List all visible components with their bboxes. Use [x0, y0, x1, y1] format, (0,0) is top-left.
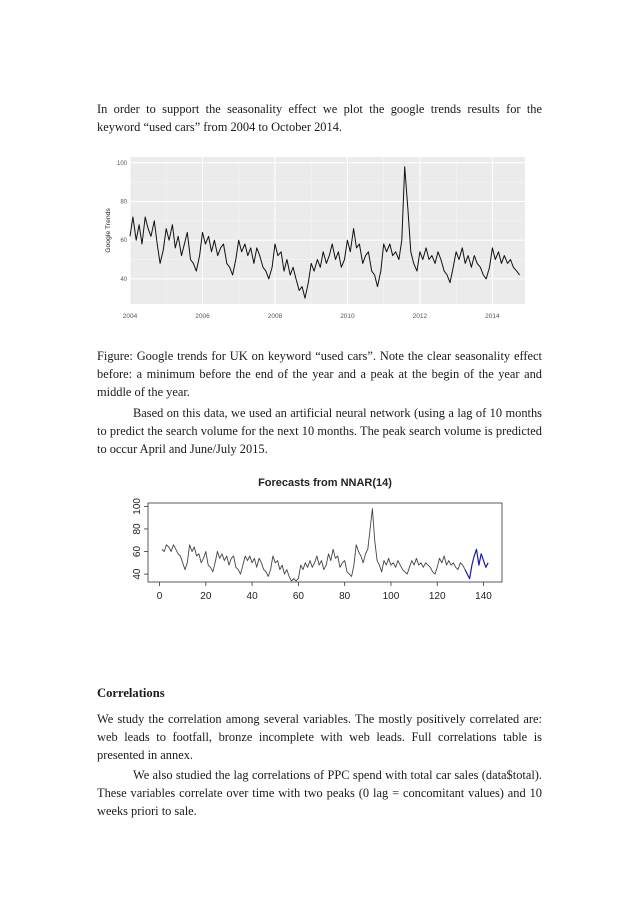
- x-tick-label: 140: [475, 591, 492, 602]
- chart-title: Forecasts from NNAR(14): [258, 477, 392, 489]
- y-tick-label: 100: [116, 160, 127, 167]
- x-tick-label: 2006: [195, 313, 210, 320]
- y-tick-label: 60: [132, 545, 143, 558]
- x-tick-label: 20: [200, 591, 212, 602]
- x-tick-label: 2008: [267, 313, 283, 320]
- x-tick-label: 120: [428, 591, 446, 602]
- y-tick-label: 60: [120, 238, 127, 245]
- y-tick-label: 40: [132, 568, 143, 580]
- lag-paragraph: We also studied the lag correlations of PPC spend with total car sales (data$total). These variables correlate over time with two peaks (0 lag = concomitant values) and 10 weeks priori to sale.: [97, 768, 542, 818]
- y-tick-label: 80: [120, 199, 127, 206]
- google-trends-chart: [100, 152, 530, 324]
- y-axis-label: Google Trends: [105, 208, 112, 253]
- forecast-series-line: [465, 549, 488, 578]
- nn-paragraph: Based on this data, we used an artificial neural network (using a lag of 10 months to predict the search volume for the next 10 months. The peak search volume is predicted to occur April and June/July 2015.: [97, 406, 542, 456]
- x-tick-label: 60: [292, 591, 304, 602]
- figure-caption: Figure: Google trends for UK on keyword “used cars”. Note the clear seasonality effect before: a minimum before the end of the year and a peak at the begin of the year and middle of the year.: [97, 349, 542, 399]
- nnar-forecast-chart: [100, 470, 530, 620]
- y-tick-label: 80: [132, 523, 143, 535]
- x-tick-label: 2004: [122, 313, 138, 320]
- y-tick-label: 40: [120, 276, 127, 283]
- plot-panel: [130, 157, 525, 304]
- history-series-line: [162, 509, 465, 581]
- x-tick-label: 2014: [485, 313, 500, 320]
- section-heading: Correlations: [97, 686, 165, 700]
- x-tick-label: 40: [246, 591, 258, 602]
- x-tick-label: 100: [382, 591, 400, 602]
- x-tick-label: 2010: [340, 313, 355, 320]
- x-tick-label: 0: [156, 591, 163, 602]
- plot-box: [148, 503, 502, 582]
- x-tick-label: 80: [339, 591, 351, 602]
- intro-paragraph: In order to support the seasonality effect we plot the google trends results for the keyword “used cars” from 2004 to October 2014.: [97, 102, 542, 134]
- correlations-paragraph: We study the correlation among several variables. The mostly positively correlated are: web leads to footfall, bronze incomplete with web leads. Full correlations table is presented in annex.: [97, 712, 542, 762]
- y-tick-label: 100: [132, 498, 143, 515]
- x-tick-label: 2012: [412, 313, 428, 320]
